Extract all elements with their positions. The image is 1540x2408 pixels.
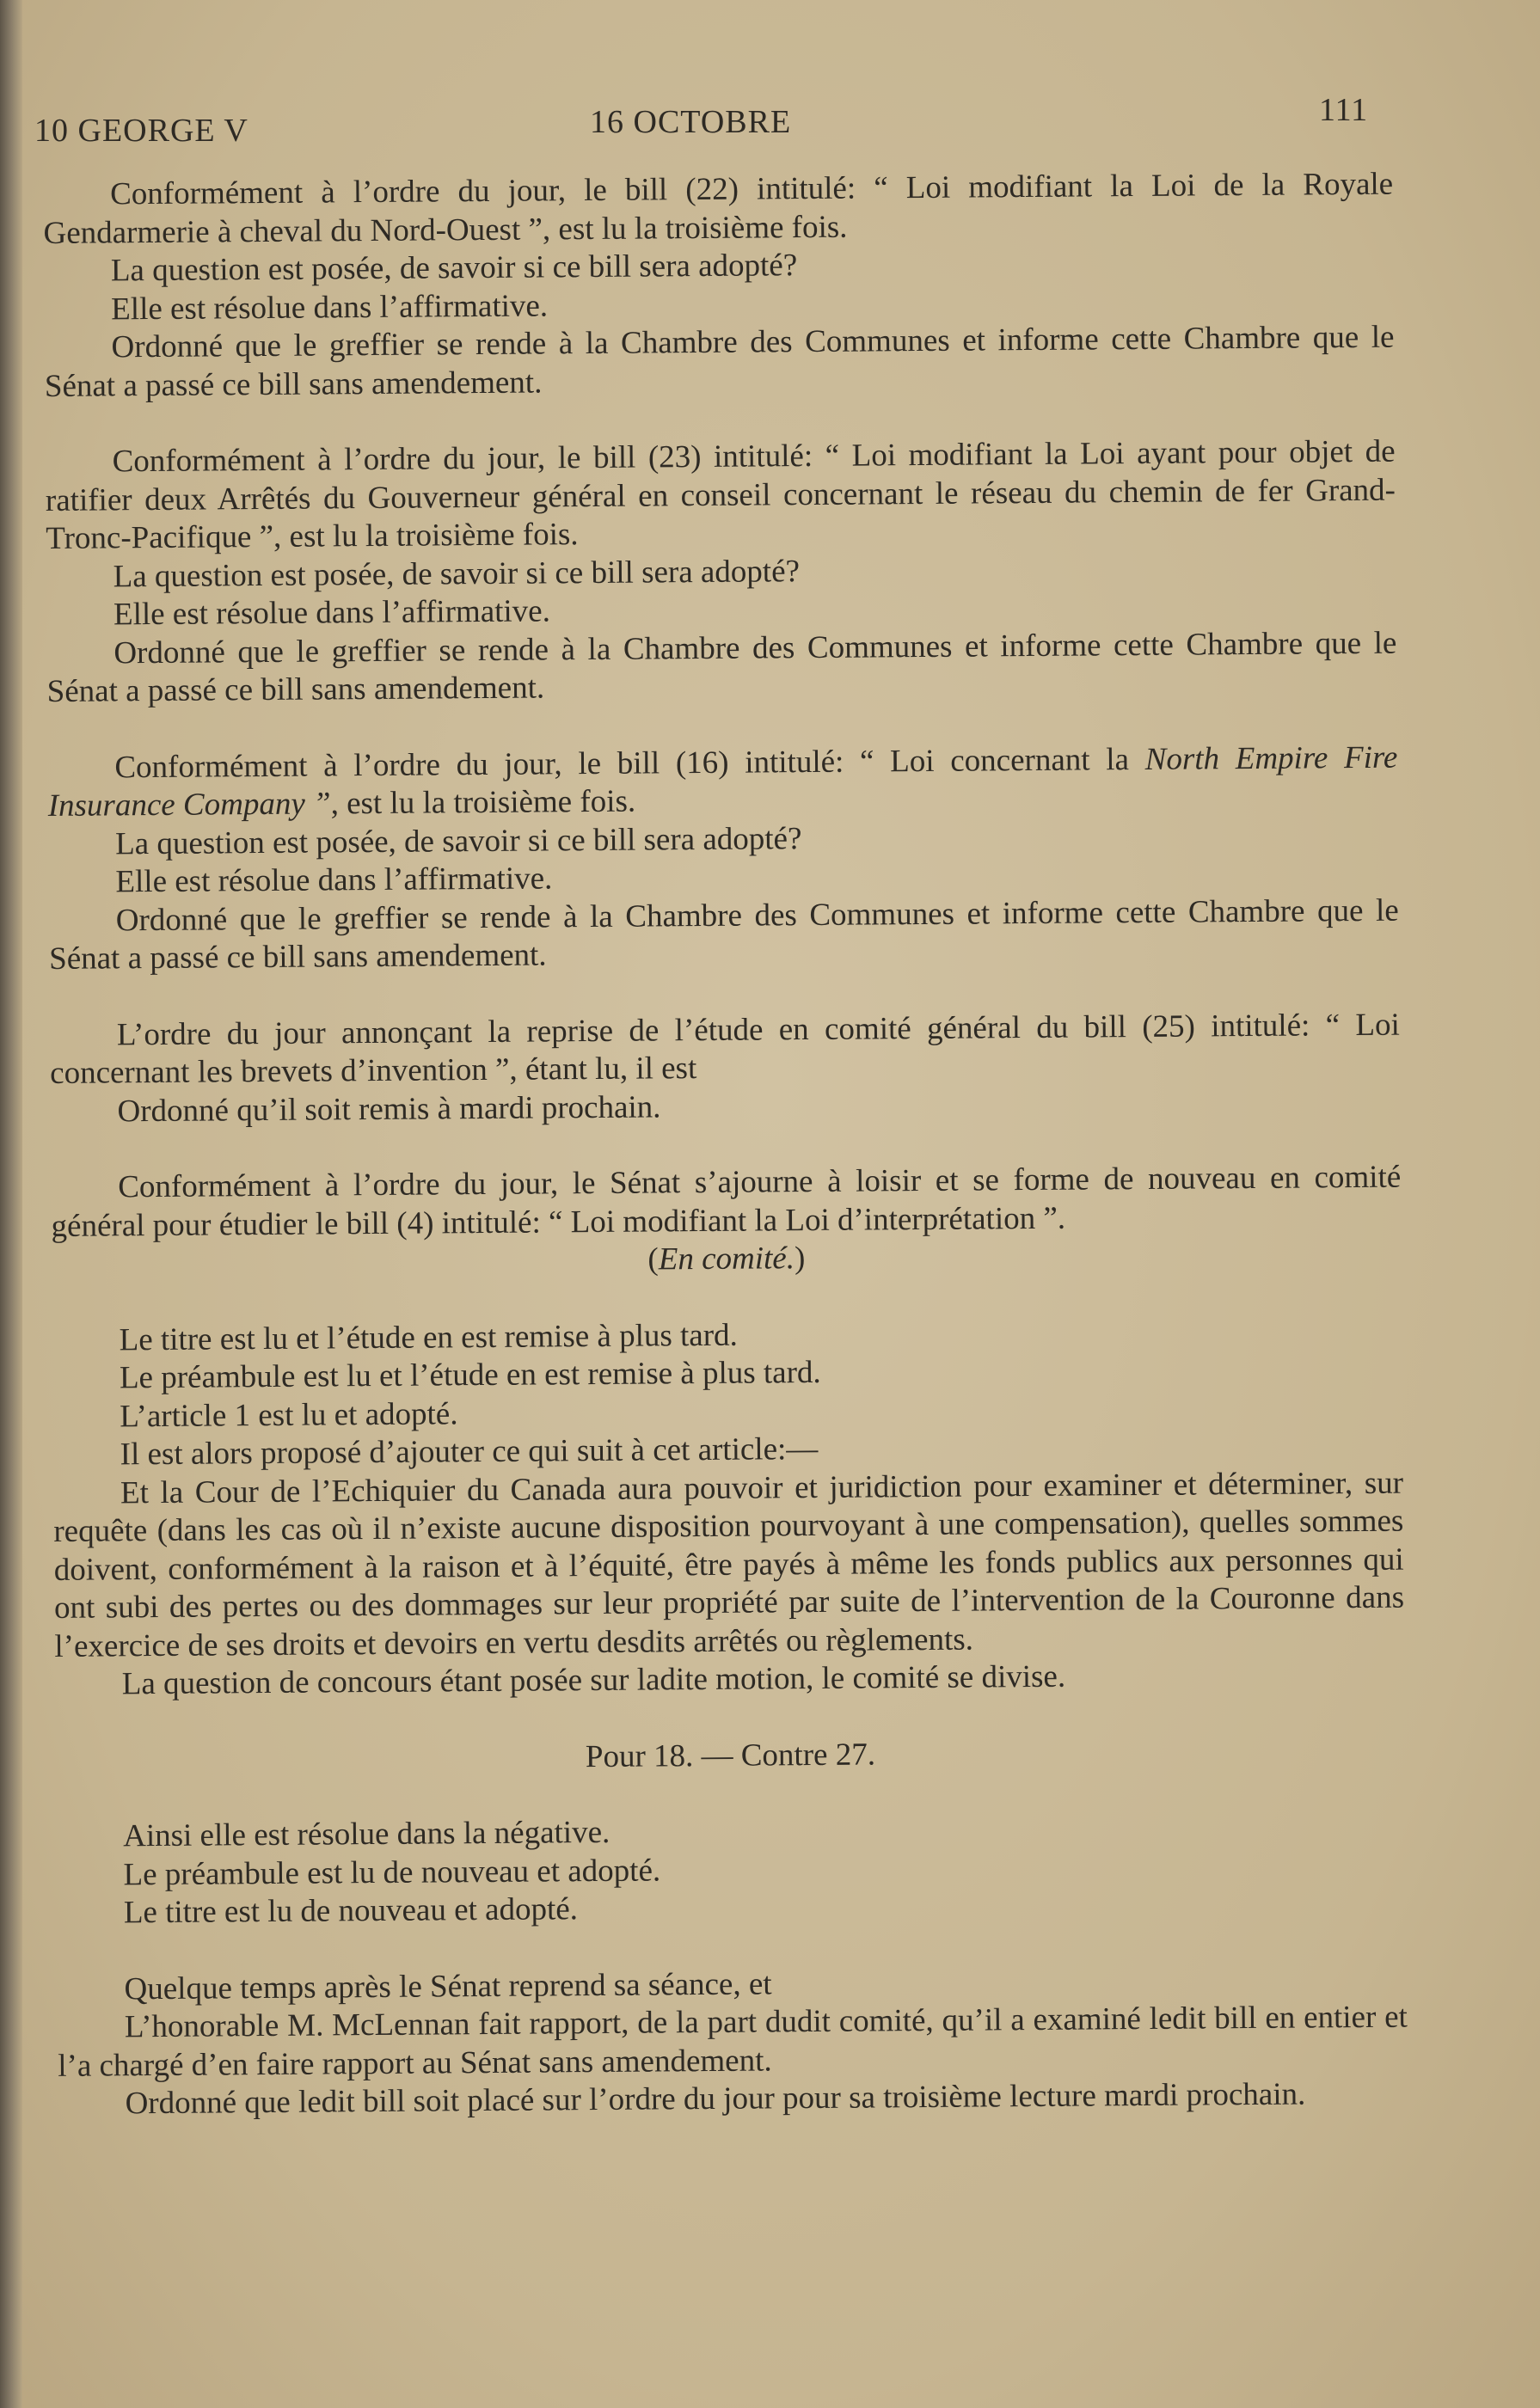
header-date: 16 OCTOBRE	[590, 104, 792, 140]
paragraph: La question est posée, de savoir si ce bill sera adopté?	[114, 820, 802, 861]
paren: )	[794, 1241, 806, 1277]
paragraph: Ordonné qu’il soit remis à mardi prochain.	[117, 1088, 661, 1129]
paragraph: La question est posée, de savoir si ce bill sera adopté?	[110, 248, 798, 289]
paragraph: Le préambule est lu de nouveau et adopté.	[123, 1852, 661, 1892]
paragraph: Le titre est lu et l’étude en est remise à plus tard.	[119, 1317, 738, 1357]
section-bill-4-committee	[51, 1159, 1407, 1933]
paragraph: Ordonné que ledit bill soit placé sur l’ordre du jour pour sa troisième lecture mardi prochain.	[125, 2076, 1306, 2122]
section-bill-22	[43, 166, 1395, 406]
section-bill-16	[47, 738, 1399, 978]
page-body	[43, 166, 1408, 2162]
paragraph: La question est posée, de savoir si ce bill sera adopté?	[113, 553, 801, 594]
paragraph: Il est alors proposé d’ajouter ce qui suit à cet article:—	[120, 1431, 819, 1473]
paragraph: Conformément à l’ordre du jour, le bill (23) intitulé: “ Loi modifiant la Loi ayant pour objet de ratifier deux Arrêtés du Gouverneur général en conseil concernant le réseau du chemin de fer Grand-Tronc-Pacifique ”, est lu la troisième fois.	[45, 433, 1396, 556]
paragraph: Ordonné que le greffier se rende à la Chambre des Communes et informe cette Chambre que le Sénat a passé ce bill sans amendement.	[46, 625, 1397, 709]
text-run: Conformément à l’ordre du jour, le bill (16) intitulé: “ Loi concernant la	[114, 741, 1145, 785]
section-bill-23	[45, 433, 1396, 712]
paragraph: Conformément à l’ordre du jour, le Sénat s’ajourne à loisir et se forme de nouveau en comité général pour étudier le bill (4) intitulé: “ Loi modifiant la Loi d’interprétation ”.	[51, 1159, 1402, 1244]
text-run: , est lu la troisième fois.	[330, 783, 636, 822]
vote-result: Pour 18. — Contre 27.	[585, 1736, 876, 1774]
paragraph: Le préambule est lu et l’étude en est remise à plus tard.	[119, 1354, 821, 1396]
paragraph: L’honorable M. McLennan fait rapport, de la part dudit comité, qu’il a examiné ledit bill en entier et l’a chargé d’en faire rapport au Sénat sans amendement.	[58, 1999, 1408, 2084]
paragraph	[47, 738, 1398, 825]
paragraph: L’ordre du jour annonçant la reprise de l’étude en comité général du bill (25) intitulé: “ Loi concernant les brevets d’invention ”, étant lu, il est	[50, 1007, 1400, 1091]
paragraph: Quelque temps après le Sénat reprend sa séance, et	[124, 1965, 772, 2007]
paragraph: Elle est résolue dans l’affirmative.	[113, 593, 551, 633]
paragraph: Elle est résolue dans l’affirmative.	[111, 287, 549, 327]
paragraph: Ordonné que le greffier se rende à la Chambre des Communes et informe cette Chambre que le Sénat a passé ce bill sans amendement.	[44, 319, 1395, 404]
paragraph: Ordonné que le greffier se rende à la Chambre des Communes et informe cette Chambre que le Sénat a passé ce bill sans amendement.	[48, 892, 1399, 977]
amendment-text: Et la Cour de l’Echiquier du Canada aura pouvoir et juridiction pour examiner et déterminer, sur requête (dans les cas où il n’existe aucune disposition pourvoyant à une compensation), quelles sommes doivent, conformément à la raison et à l’équité, être payés à même les fonds publics aux personnes qui ont subi des pertes ou des dommages sur leur propriété par suite de l’intervention de la Couronne dans l’exercice de ses droits et devoirs en vertu desdits arrêtés ou règlements.	[53, 1465, 1405, 1664]
committee-heading-italic: En comité.	[658, 1241, 795, 1278]
book-spine-shadow	[0, 0, 22, 2408]
page-number: 111	[1319, 92, 1369, 128]
paragraph: L’article 1 est lu et adopté.	[120, 1395, 458, 1434]
paragraph: Elle est résolue dans l’affirmative.	[115, 861, 553, 900]
running-header	[0, 92, 1540, 155]
paragraph: La question de concours étant posée sur ladite motion, le comité se divise.	[121, 1658, 1066, 1702]
header-regnal-year: 10 GEORGE V	[34, 113, 248, 149]
italic-company-name: North Empire Fire Insurance Company ”	[47, 739, 1398, 824]
paragraph: Ainsi elle est résolue dans la négative.	[123, 1814, 610, 1854]
paragraph: Conformément à l’ordre du jour, le bill (22) intitulé: “ Loi modifiant la Loi de la Royale Gendarmerie à cheval du Nord-Ouest ”, est lu la troisième fois.	[43, 166, 1394, 251]
section-report	[57, 1960, 1408, 2123]
paragraph: Le titre est lu de nouveau et adopté.	[123, 1891, 579, 1931]
section-bill-25	[50, 1006, 1401, 1131]
paren: (	[647, 1241, 659, 1278]
